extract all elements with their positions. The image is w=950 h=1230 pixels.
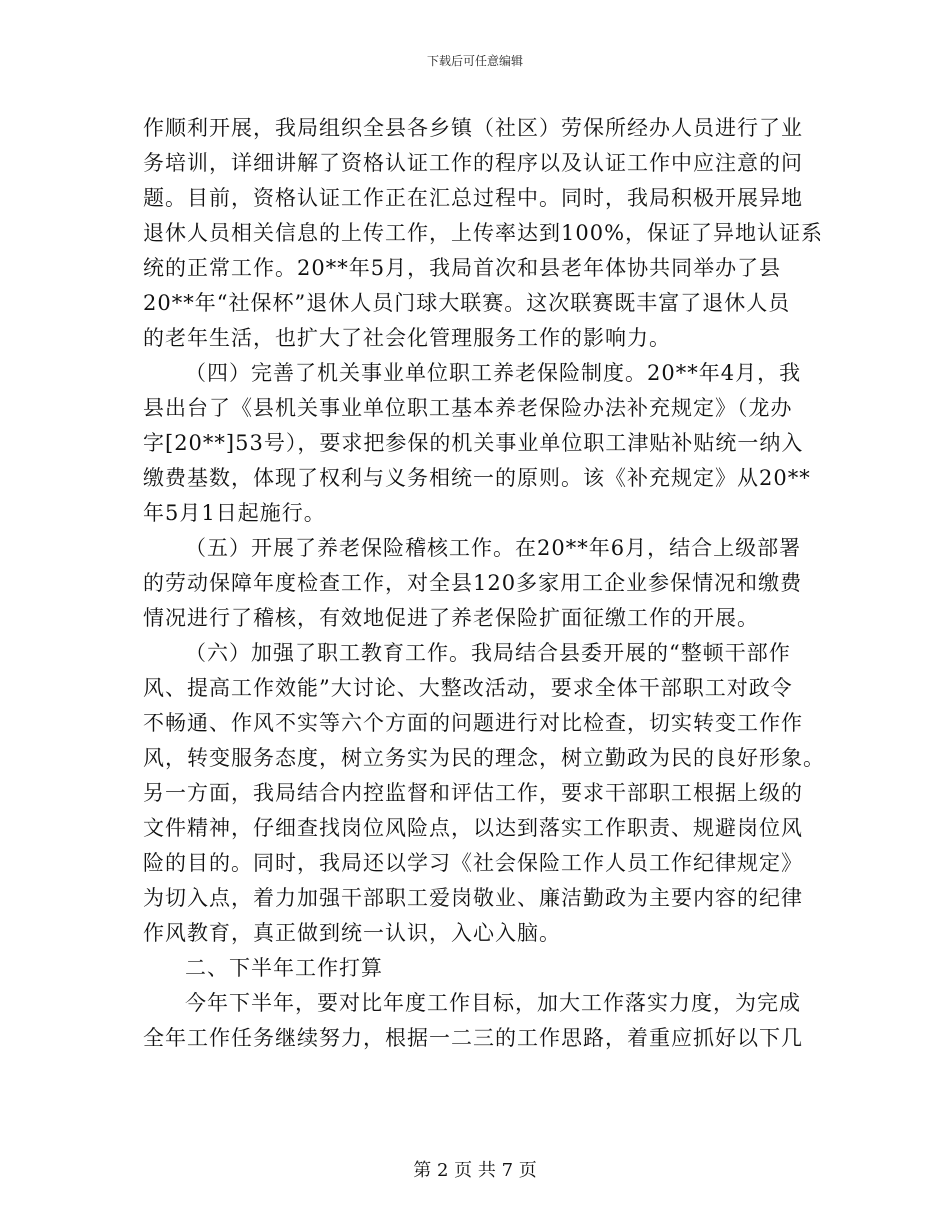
body-line: 字[20**]53号），要求把参保的机关事业单位职工津贴补贴统一纳入 — [143, 431, 804, 455]
body-line: 缴费基数，体现了权利与义务相统一的原则。该《补充规定》从20** — [143, 466, 811, 490]
page-header: 下载后可任意编辑 — [426, 54, 523, 68]
body-line: 不畅通、作风不实等六个方面的问题进行对比检查，切实转变工作作 — [143, 711, 803, 735]
section-heading: 二、下半年工作打算 — [185, 956, 383, 980]
body-line: 作风教育，真正做到统一认识，入心入脑。 — [143, 921, 561, 945]
body-line: 务培训，详细讲解了资格认证工作的程序以及认证工作中应注意的问 — [143, 151, 803, 175]
body-line: 退休人员相关信息的上传工作，上传率达到100%，保证了异地认证系 — [143, 221, 824, 245]
body-line: （五）开展了养老保险稽核工作。在20**年6月，结合上级部署 — [185, 536, 802, 560]
body-line: 情况进行了稽核，有效地促进了养老保险扩面征缴工作的开展。 — [143, 606, 759, 630]
body-line: 风，转变服务态度，树立务实为民的理念，树立勤政为民的良好形象。 — [143, 746, 825, 770]
body-line: 20**年“社保杯”退休人员门球大联赛。这次联赛既丰富了退休人员 — [143, 291, 791, 315]
body-line: 的劳动保障年度检查工作，对全县120多家用工企业参保情况和缴费 — [143, 571, 803, 595]
body-line: 题。目前，资格认证工作正在汇总过程中。同时，我局积极开展异地 — [143, 186, 803, 210]
page-number: 第 2 页 共 7 页 — [413, 1160, 537, 1181]
body-line: 县出台了《县机关事业单位职工基本养老保险办法补充规定》（龙办 — [143, 396, 793, 420]
body-line: 的老年生活，也扩大了社会化管理服务工作的影响力。 — [143, 326, 671, 350]
body-line: （六）加强了职工教育工作。我局结合县委开展的“整顿干部作 — [185, 641, 791, 665]
body-line: 险的目的。同时，我局还以学习《社会保险工作人员工作纪律规定》 — [143, 851, 803, 875]
body-line: 今年下半年，要对比年度工作目标，加大工作落实力度，为完成 — [185, 991, 801, 1015]
body-line: 年5月1日起施行。 — [143, 501, 326, 525]
body-line: 作顺利开展，我局组织全县各乡镇（社区）劳保所经办人员进行了业 — [143, 116, 803, 140]
body-line: 统的正常工作。20**年5月，我局首次和县老年体协共同举办了县 — [143, 256, 782, 280]
body-line: 全年工作任务继续努力，根据一二三的工作思路，着重应抓好以下几 — [143, 1026, 803, 1050]
body-line: 为切入点，着力加强干部职工爱岗敬业、廉洁勤政为主要内容的纪律 — [143, 886, 803, 910]
body-line: 文件精神，仔细查找岗位风险点，以达到落实工作职责、规避岗位风 — [143, 816, 803, 840]
body-line: 风、提高工作效能”大讨论、大整改活动，要求全体干部职工对政令 — [143, 676, 793, 700]
body-line: （四）完善了机关事业单位职工养老保险制度。20**年4月，我 — [185, 361, 802, 385]
body-line: 另一方面，我局结合内控监督和评估工作，要求干部职工根据上级的 — [143, 781, 803, 805]
